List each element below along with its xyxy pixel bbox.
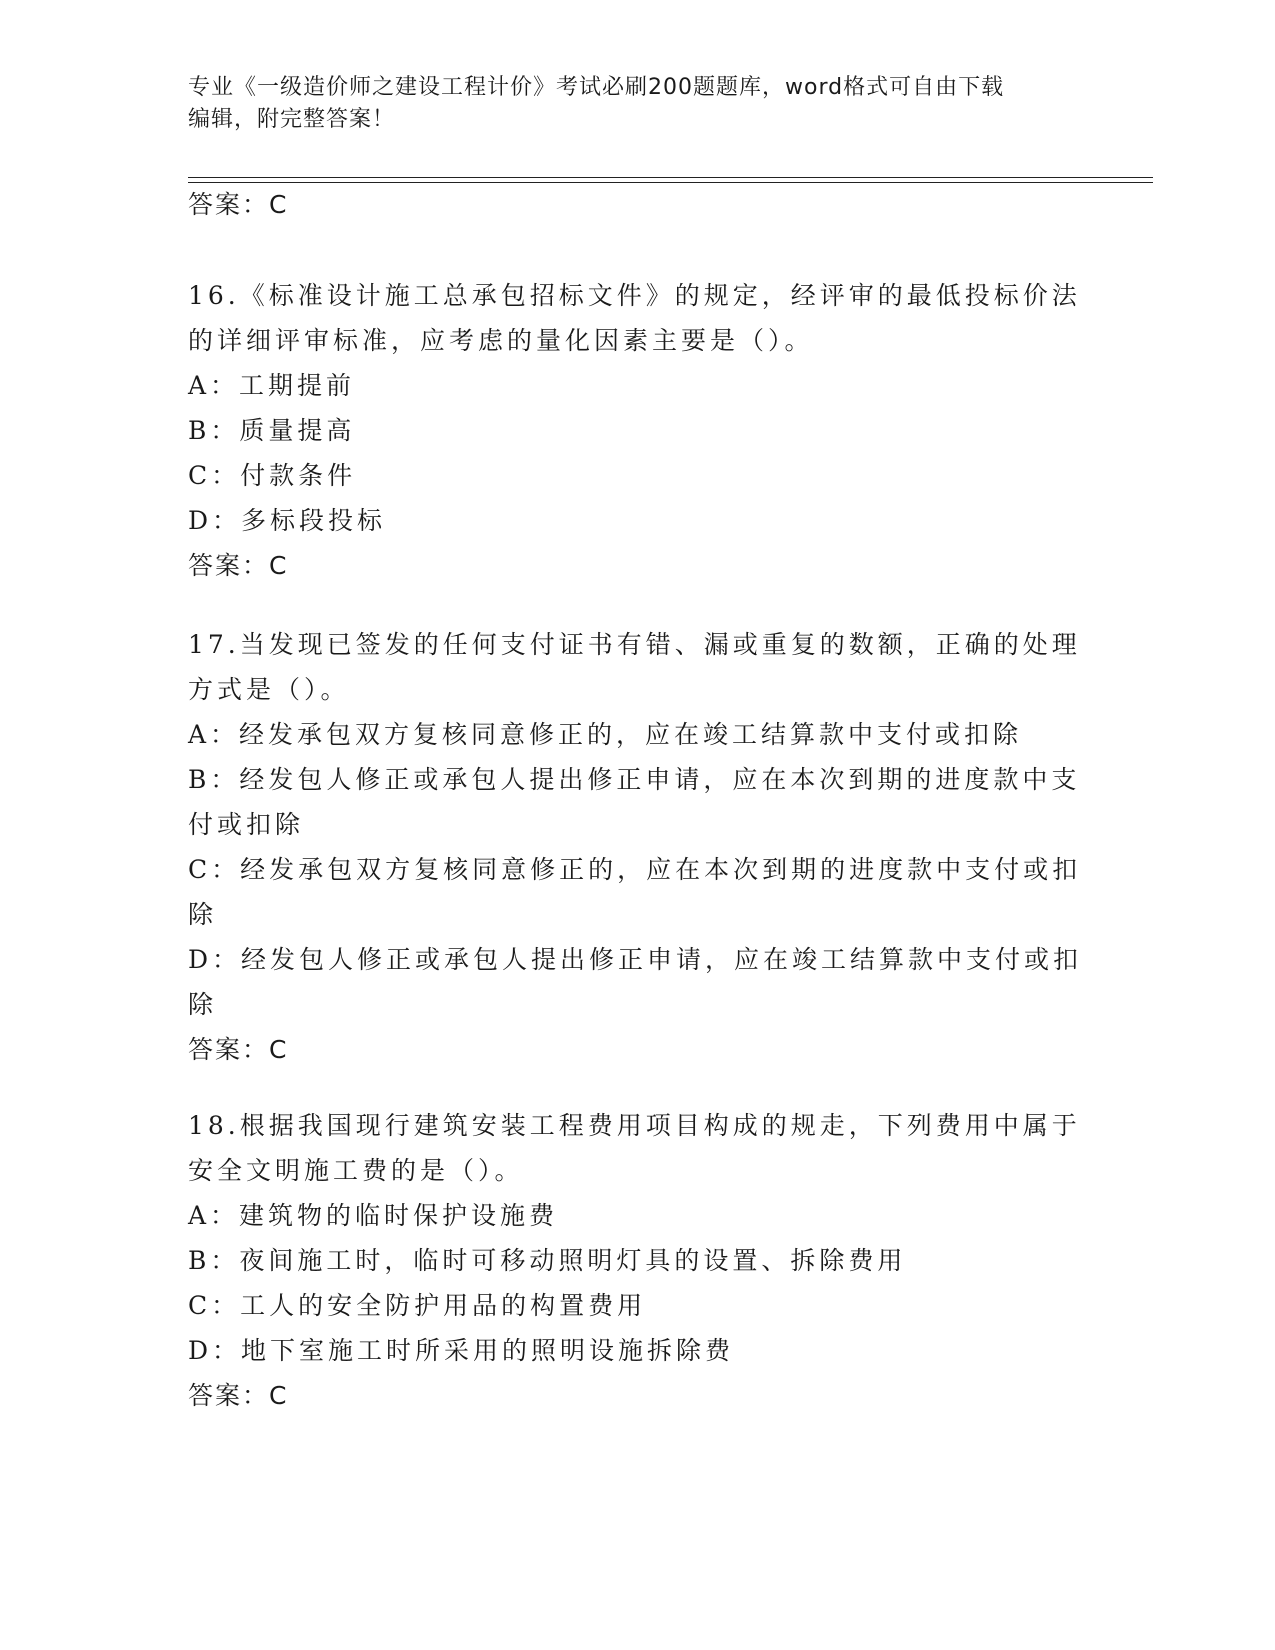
option-d: D：经发包人修正或承包人提出修正申请，应在竣工结算款中支付或扣除 <box>188 945 1083 1019</box>
option-d: D：地下室施工时所采用的照明设施拆除费 <box>188 1336 735 1365</box>
option-c: C：付款条件 <box>188 461 357 490</box>
option-a: A：经发承包双方复核同意修正的，应在竣工结算款中支付或扣除 <box>188 720 1023 749</box>
answer: 答案：C <box>188 1035 289 1064</box>
question-18 <box>188 1103 1088 1418</box>
option-b: B：夜间施工时，临时可移动照明灯具的设置、拆除费用 <box>188 1246 907 1275</box>
option-c: C：工人的安全防护用品的构置费用 <box>188 1291 647 1320</box>
header-divider-top <box>188 177 1153 178</box>
option-a: A：工期提前 <box>188 371 356 400</box>
option-b: B：经发包人修正或承包人提出修正申请，应在本次到期的进度款中支付或扣除 <box>188 765 1081 839</box>
answer: 答案：C <box>188 1381 289 1410</box>
header-line-2: 编辑，附完整答案！ <box>188 107 396 132</box>
document-header <box>188 72 1088 136</box>
question-stem: 17.当发现已签发的任何支付证书有错、漏或重复的数额，正确的处理方式是（）。 <box>188 630 1081 704</box>
option-c: C：经发承包双方复核同意修正的，应在本次到期的进度款中支付或扣除 <box>188 855 1082 929</box>
question-stem: 18.根据我国现行建筑安装工程费用项目构成的规走，下列费用中属于安全文明施工费的是（）。 <box>188 1111 1081 1185</box>
answer: 答案：C <box>188 551 289 580</box>
question-17 <box>188 622 1088 1072</box>
previous-answer: 答案：C <box>188 190 289 219</box>
header-divider-bottom <box>188 182 1153 183</box>
question-16 <box>188 273 1088 588</box>
option-b: B：质量提高 <box>188 416 356 445</box>
option-a: A：建筑物的临时保护设施费 <box>188 1201 559 1230</box>
header-line-1: 专业《一级造价师之建设工程计价》考试必刷200题题库，word格式可自由下载 <box>188 75 1005 100</box>
option-d: D：多标段投标 <box>188 506 387 535</box>
question-stem: 16.《标准设计施工总承包招标文件》的规定，经评审的最低投标价法的详细评审标准，应考虑的量化因素主要是（）。 <box>188 281 1081 355</box>
